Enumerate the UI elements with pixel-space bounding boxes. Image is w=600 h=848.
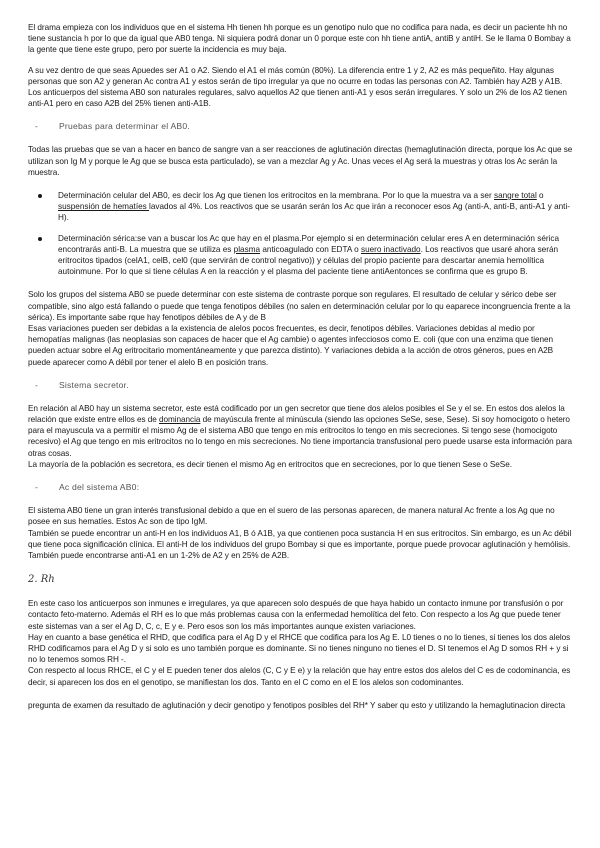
section-title-rh: 2. Rh <box>28 574 55 586</box>
paragraph-interes-transfusional: El sistema AB0 tiene un gran interés transfusional debido a que en el suero de las personas aparecen, de manera natural Ac frente a los Ag que no posee en sus hematíes. Estos Ac son de tipo IgM. <box>28 506 555 527</box>
paragraph-secretor: En relación al AB0 hay un sistema secretor, este está codificado por un gen secretor que tiene dos alelos posibles el Se y el se. En estos dos alelos la relación que existe entre ellos es de dominancia de mayúscula frente al minúscula (siendo las opciones SeSe, sese, Sese). Si soy homocigoto o hetero para el mayuscula va a permitir el mismo Ag de el sistema AB0 que tengo en mis eritrocitos lo tengo en mis secreciones. Si tengo sese (homocigoto recesivo) el Ag que tengo en mis eritrocitos no lo tengo en mis secreciones. No tiene importancia transfusional pero puede usarse esta información para otras cosas. <box>28 403 573 458</box>
paragraph-pregunta-examen: pregunta de examen da resultado de aglutinación y decir genotipo y fenotipos posibles del RH* Y saber qu esto y utilizando la hemaglutinacion directa <box>28 700 566 710</box>
heading-text: Pruebas para determinar el AB0. <box>59 121 190 132</box>
bullet-spacer <box>28 224 576 233</box>
section-heading-ac-ab0: - Ac del sistema AB0: <box>35 482 140 493</box>
heading-text: Sistema secretor. <box>59 379 129 390</box>
paragraph-contraste: Solo los grupos del sistema AB0 se puede determinar con este sistema de contraste porque son regulares. El resultado de celular y sérico debe ser compatible, sino algo está fallando o puede que tenga fenotipos débiles (no salen en determinación celular por lo qu eaparece incongruencia frente a la sérica). Es importante sabe rque hay fenotipos débiles de A y de B <box>28 290 571 322</box>
document-page <box>28 22 576 711</box>
paragraph-pruebas: Todas las pruebas que se van a hacer en banco de sangre van a ser reacciones de aglutinación directas (hemaglutinación directa, porque los Ac que se utilizan son Ig M y porque le Ag que se busca esta particulado), se van a mezclar Ag y Ac. Unas veces el Ag será la muestras y otras los Ac serán la muestra. <box>28 145 573 177</box>
section-heading-secretor: - Sistema secretor. <box>35 379 129 390</box>
paragraph-anti-h: También se puede encontrar un anti-H en los individuos A1, B ó A1B, ya que contienen poca sustancia H en sus eritrocitos. Sin embargo, es un Ac débil que tiene poca significación clínica. El anti-H de los individuos del grupo Bombay si que es importante, porque puede provocar aglutinación y hemólisis. También puede encontrarse anti-A1 en un 1-2% de A2 y en 25% de A2B. <box>28 528 572 560</box>
bullet-item-serica: Determinación sérica:se van a buscar los Ac que hay en el plasma.Por ejemplo si en determinación celular eres A en determinación sérica encontrarás anti-B. La muestra que se utiliza es plasma anticoagulado con EDTA o suero inactivado. Los reactivos que usaré ahora serán eritrocitos tipados (celA1, celB, cel0 (que servirán de control negativo)) y células del propio paciente para descartar anemia hemolítica autoinmune. Por lo que si tiene células A en la reacción y el plasma del paciente tiene antiAentonces se confirma que es grupo B. <box>28 233 576 278</box>
bullet-item-celular: Determinación celular del AB0, es decir los Ag que tienen los eritrocitos en la membrana. Por lo que la muestra va a ser sangre total o suspensión de hematíes lavados al 4%. Los reactivos que se usarán serán los Ac que irán a reconocer esos Ag (anti-A, anti-B, anti-A1 y anti-H). <box>28 190 576 224</box>
paragraph-rh-genetica: Hay en cuanto a base genética el RHD, que codifica para el Ag D y el RHCE que codifica para los Ag E. L0 tienes o no lo tienes, si tienes los dos alelos RHD codificamos para el Ag D y si solo es uno también porque es dominante. Si no tienes ninguno no tienes el D. SI tenemos el Ag D somos RH + y si no lo tenemos somos RH -. <box>28 632 571 665</box>
heading-text: Ac del sistema AB0: <box>59 482 140 493</box>
paragraph-rhce: Con respecto al locus RHCE, el C y el E pueden tener dos alelos (C, C y E e) y la relación que hay entre estos dos alelos del C es de codominancia, es decir, si aparecen los dos en el genotipo, se manifiestan los dos. Tanto en el C como en el E los alelos son codominantes. <box>28 666 571 687</box>
section-heading-pruebas: - Pruebas para determinar el AB0. <box>35 121 190 132</box>
paragraph-bombay: El drama empieza con los individuos que en el sistema Hh tienen hh porque es un genotipo nulo que no codifica para nada, es decir un paciente hh no tiene sustancia h por lo que da igual que AB0 tenga. Ni siquiera podrá donar un 0 porque este con hh tiene antiA, antiB y antiH. Se le llama 0 Bombay a la gente que tiene este grupo, pero por suerte la incidencia es muy baja. <box>28 23 571 55</box>
bullet-list <box>28 190 576 277</box>
paragraph-rh-anticuerpos: En este caso los anticuerpos son inmunes e irregulares, ya que aparecen solo después de que haya habido un contacto inmune por transfusión o por contacto feto-materno. Además el RH es lo que más problemas causa con la enfermedad hemolítica del feto. Con respecto a los Ag que puede tener este sistemas van a ser el Ag D, C, c, E y e. Pero esos son los más importantes aunque existen variaciones. <box>28 599 564 631</box>
paragraph-variaciones: Esas variaciones pueden ser debidas a la existencia de alelos pocos frecuentes, es decir, fenotipos débiles. Variaciones debidas al medio por hemopatías malignas (las neoplasias son capaces de hacer que el Ag cambie) o agentes infecciosos como E. coli (que con una enzima que tienen pueden actuar sobre el Ag eritrocitario momentáneamente y que parezca distinto). Y variaciones debida a la acción de otros géneros, pues en A2B puede aparecer como A débil por tener el alelo B en posición trans. <box>28 324 554 367</box>
paragraph-secretora: La mayoría de la población es secretora, es decir tienen el mismo Ag en eritrocitos que en secreciones, por lo que tienen Sese o SeSe. <box>28 459 512 469</box>
paragraph-a1-a2: A su vez dentro de que seas Apuedes ser A1 o A2. Siendo el A1 el más común (80%). La diferencia entre 1 y 2, A2 es más pequeñito. Hay algunas personas que son A2 y generan Ac contra A1 y estos serán de tipo irregular ya que no ocurre en todas las personas con A2. También hay A2B y A1B. Los anticuerpos del sistema AB0 son naturales regulares, salvo aquellos A2 que tienen anti-A1 y esos serán irregulares. Y solo un 2% de los A2 tienen anti-A1 pero en caso A2B del 25% tienen anti-A1B. <box>28 65 567 109</box>
